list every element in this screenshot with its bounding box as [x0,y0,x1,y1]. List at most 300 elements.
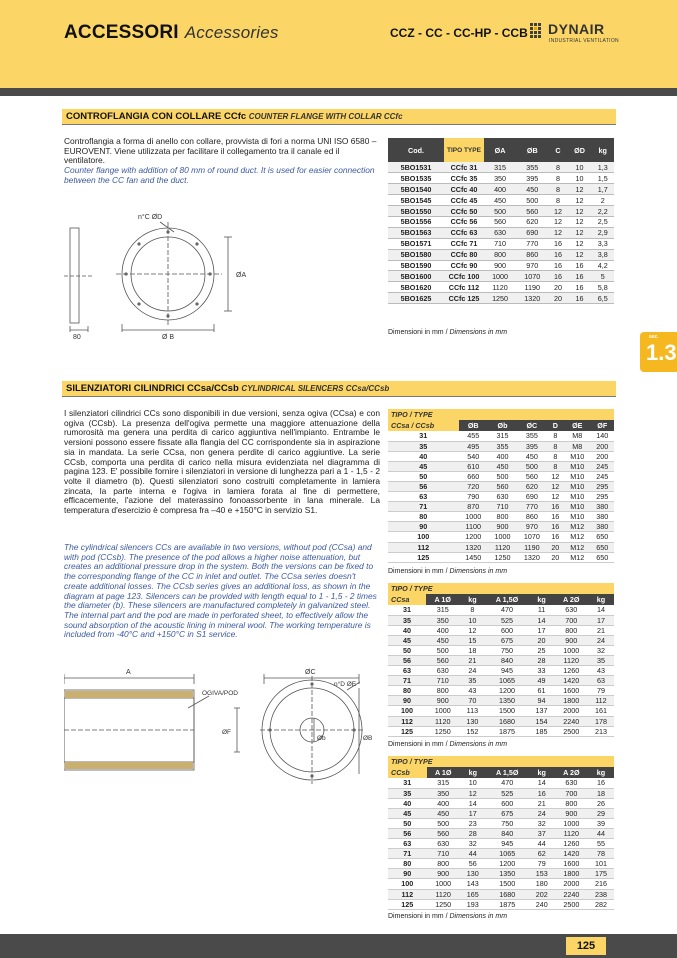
table-row [388,532,614,542]
silencer-pod-label: OGIVA/POD [202,690,238,697]
table-cell: 12 [548,216,567,227]
table-cell: CCfc 63 [444,227,484,238]
dims-col-bs: Øb [488,420,517,431]
table-row [388,260,614,271]
table-cell: 860 [516,249,548,260]
table-cell: 1190 [517,542,546,552]
table-cell: CCfc 112 [444,282,484,293]
table-cell: 12 [459,625,485,635]
table-row [388,162,614,173]
table-row [388,726,614,736]
table-cell: 1000 [459,512,488,522]
table-cell: 1120 [488,542,517,552]
table-cell: 17 [529,625,555,635]
dims-col-e: ØE [564,420,590,431]
table-cell: 600 [485,625,528,635]
table-cell: 40 [388,451,459,461]
table-cell: 600 [486,798,529,808]
table-cell: 630 [484,227,516,238]
table-cell: 63 [388,666,426,676]
table-cell: 1680 [486,889,529,899]
table-cell: 130 [459,716,485,726]
table-cell: CCfc 71 [444,238,484,249]
table-cell: 153 [529,869,555,879]
table-cell: 660 [459,471,488,481]
table-cell: 1680 [485,716,528,726]
table-cell: M10 [564,512,590,522]
table-cell: 20 [547,552,565,562]
table-cell: 178 [588,716,614,726]
table-row [388,808,614,818]
flange-holes-label: n°C ØD [138,214,163,221]
ccsb-col-kg15: kg [529,767,555,778]
table-cell: 2,5 [591,216,614,227]
table-cell: M10 [564,492,590,502]
table-cell: 78 [588,849,614,859]
table-cell: 900 [427,869,460,879]
table-cell: M10 [564,451,590,461]
table-cell: 16 [548,260,567,271]
table-cell: 8 [459,605,485,615]
table-cell: 970 [517,522,546,532]
table-cell: 5,8 [591,282,614,293]
table-cell: 165 [460,889,486,899]
table-cell: 137 [529,706,555,716]
table-cell: 130 [460,869,486,879]
table-cell: 1250 [426,726,459,736]
table-cell: 1875 [486,899,529,909]
table-cell: 540 [459,451,488,461]
table-cell: 56 [388,481,459,491]
table-cell: 20 [529,635,555,645]
table-cell: 245 [590,471,614,481]
flange-dim-a: ØA [236,272,247,279]
table-cell: 1190 [516,282,548,293]
table-cell: 2240 [555,716,588,726]
table-row [388,605,614,615]
table-cell: 2,9 [591,227,614,238]
table-cell: 50 [388,818,427,828]
table-cell: 500 [484,206,516,217]
table-cell: 28 [529,655,555,665]
table-cell: 1800 [555,869,588,879]
table-row [388,859,614,869]
table-cell: 29 [588,808,614,818]
table-row [388,512,614,522]
table-cell: 8 [547,451,565,461]
table-cell: 14 [529,615,555,625]
section-badge-number: 1.3 [646,340,677,365]
table-cell: 2240 [555,889,588,899]
table-cell: 12 [568,216,592,227]
table-cell: 24 [529,808,555,818]
table-cell: 5BO1571 [388,238,444,249]
table-row [388,173,614,184]
table-cell: 43 [459,686,485,696]
table-cell: 380 [590,512,614,522]
table-cell: 10 [568,173,592,184]
table-cell: 8 [547,461,565,471]
table-cell: 1420 [555,676,588,686]
table-cell: 470 [485,605,528,615]
flange-col-d: ØD [568,138,592,162]
page-number: 125 [566,937,606,955]
table-cell: 750 [486,818,529,828]
table-row [388,206,614,217]
dims-col-d: D [547,420,565,431]
table-cell: 400 [427,798,460,808]
table-cell: 355 [517,431,546,441]
silencer-holes-label: n°D ØE [334,681,357,688]
flange-dim-b: Ø B [162,334,175,340]
table-cell: 900 [484,260,516,271]
table-cell: CCfc 80 [444,249,484,260]
table-cell: 112 [388,889,427,899]
table-cell: 44 [460,849,486,859]
table-cell: 1120 [427,889,460,899]
table-cell: 630 [555,778,588,788]
table-cell: 16 [547,502,565,512]
table-cell: 12 [568,227,592,238]
table-row [388,282,614,293]
table-row [388,625,614,635]
flange-col-c: C [548,138,567,162]
table-cell: 900 [555,808,588,818]
table-cell: 40 [388,625,426,635]
table-cell: 1600 [555,859,588,869]
table-cell: 350 [426,615,459,625]
table-cell: 560 [484,216,516,227]
table-cell: 1100 [459,522,488,532]
table-cell: 1070 [517,532,546,542]
table-row [388,271,614,282]
table-cell: CCfc 31 [444,162,484,173]
flange-drawing [64,208,254,340]
table-cell: 21 [459,655,485,665]
table-cell: CCfc 35 [444,173,484,184]
table-cell: 650 [590,552,614,562]
table-row [388,818,614,828]
ccsb-col-a2: A 2Ø [555,767,588,778]
table-row [388,184,614,195]
table-cell: 700 [555,615,588,625]
table-cell: 315 [426,605,459,615]
table-cell: 395 [516,173,548,184]
table-row [388,676,614,686]
table-cell: 500 [517,461,546,471]
table-cell: 125 [388,899,427,909]
table-row [388,471,614,481]
table-cell: 750 [485,645,528,655]
table-cell: 5BO1556 [388,216,444,227]
flange-dim-note: Dimensioni in mm / Dimensions in mm [388,329,508,336]
table-cell: 450 [488,461,517,471]
table-row [388,542,614,552]
table-cell: 71 [388,676,426,686]
table-cell: 16 [547,522,565,532]
table-cell: 1350 [485,696,528,706]
table-cell: 5 [591,271,614,282]
table-cell: 90 [388,696,426,706]
table-cell: 25 [529,645,555,655]
silencer-section-title: SILENZIATORI CILINDRICI CCsa/CCsb CYLINDRICAL SILENCERS CCsa/CCsb [62,381,616,397]
table-cell: 200 [590,441,614,451]
table-cell: 1320 [517,552,546,562]
table-cell: 1200 [485,686,528,696]
table-cell: 675 [486,808,529,818]
page-subtitle: Accessories [184,23,279,42]
table-cell: 400 [484,184,516,195]
silencer-dim-f: ØF [222,729,232,736]
table-row [388,492,614,502]
table-cell: 840 [485,655,528,665]
table-row [388,839,614,849]
table-cell: 450 [426,635,459,645]
table-cell: 1260 [555,839,588,849]
table-cell: 5BO1550 [388,206,444,217]
table-cell: 4,2 [591,260,614,271]
table-cell: 56 [388,655,426,665]
table-cell: 39 [588,818,614,828]
table-cell: 2,2 [591,206,614,217]
table-cell: 21 [588,625,614,635]
dims-col-type: CCsa / CCsb [388,420,459,431]
table-cell: 675 [485,635,528,645]
table-cell: 5BO1540 [388,184,444,195]
table-cell: 495 [459,441,488,451]
table-cell: 45 [388,635,426,645]
table-cell: 1000 [555,645,588,655]
table-cell: 1200 [459,532,488,542]
table-cell: 1260 [555,666,588,676]
table-cell: 18 [459,645,485,655]
table-cell: 71 [388,502,459,512]
table-cell: 14 [588,605,614,615]
table-cell: 6,5 [591,293,614,304]
table-cell: 945 [485,666,528,676]
table-cell: 1250 [484,293,516,304]
table-cell: 350 [484,173,516,184]
table-cell: 80 [388,686,426,696]
table-row [388,293,614,304]
dims-col-c: ØC [517,420,546,431]
silencer-dim-a: A [126,669,131,676]
table-row [388,635,614,645]
table-cell: 2500 [555,899,588,909]
table-cell: 20 [547,542,565,552]
table-cell: 2 [591,195,614,206]
table-cell: 770 [516,238,548,249]
table-cell: 790 [459,492,488,502]
table-cell: 700 [555,788,588,798]
dims-dim-note: Dimensioni in mm / Dimensions in mm [388,568,508,575]
table-cell: 12 [547,492,565,502]
table-cell: 800 [427,859,460,869]
table-cell: 560 [488,481,517,491]
table-cell: 15 [459,635,485,645]
table-cell: 24 [588,635,614,645]
table-cell: CCfc 100 [444,271,484,282]
table-cell: 620 [516,216,548,227]
table-cell: 202 [529,889,555,899]
table-row [388,778,614,788]
table-cell: 282 [588,899,614,909]
table-cell: 1,7 [591,184,614,195]
table-cell: 1000 [484,271,516,282]
flange-col-b: ØB [516,138,548,162]
table-cell: 2000 [555,879,588,889]
ccsb-col-kg2: kg [588,767,614,778]
dims-col-f: ØF [590,420,614,431]
table-row [388,869,614,879]
flange-col-a: ØA [484,138,516,162]
table-cell: 450 [427,808,460,818]
table-cell: 450 [516,184,548,195]
table-cell: 650 [590,532,614,542]
table-cell: 1320 [459,542,488,552]
table-cell: 650 [590,542,614,552]
table-cell: 35 [588,655,614,665]
table-cell: 5BO1620 [388,282,444,293]
table-cell: 16 [568,271,592,282]
table-cell: 900 [555,635,588,645]
table-cell: 112 [588,696,614,706]
table-cell: 16 [548,238,567,249]
table-cell: 35 [388,615,426,625]
table-cell: 395 [517,441,546,451]
table-cell: M12 [564,522,590,532]
table-cell: 50 [388,645,426,655]
table-cell: 800 [484,249,516,260]
table-cell: 61 [529,686,555,696]
table-cell: 28 [460,828,486,838]
flange-col-kg: kg [591,138,614,162]
table-cell: 870 [459,502,488,512]
table-cell: 1450 [459,552,488,562]
table-cell: 720 [459,481,488,491]
table-row [388,798,614,808]
table-cell: 200 [590,451,614,461]
table-cell: 154 [529,716,555,726]
table-cell: 24 [459,666,485,676]
table-cell: 560 [426,655,459,665]
table-cell: CCfc 50 [444,206,484,217]
table-cell: CCfc 125 [444,293,484,304]
table-cell: 1250 [488,552,517,562]
table-cell: 35 [388,788,427,798]
table-cell: 16 [548,271,567,282]
table-cell: 450 [484,195,516,206]
table-cell: 31 [388,778,427,788]
ccsb-col-a15: A 1,5Ø [486,767,529,778]
table-cell: 1000 [555,818,588,828]
table-cell: M10 [564,471,590,481]
table-cell: 12 [547,481,565,491]
table-cell: M10 [564,461,590,471]
table-row [388,431,614,441]
table-cell: 8 [548,162,567,173]
table-row [388,522,614,532]
table-cell: 12 [568,184,592,195]
table-cell: 500 [488,471,517,481]
table-cell: 12 [568,238,592,249]
table-cell: 63 [388,839,427,849]
table-cell: CCfc 40 [444,184,484,195]
table-cell: 112 [388,716,426,726]
table-row [388,686,614,696]
table-row [388,706,614,716]
ccsb-table [388,756,614,910]
table-row [388,716,614,726]
table-cell: 12 [568,249,592,260]
table-cell: 1120 [484,282,516,293]
table-row [388,645,614,655]
table-cell: 100 [388,532,459,542]
table-cell: 1200 [486,859,529,869]
table-cell: 100 [388,879,427,889]
table-cell: 20 [548,293,567,304]
table-cell: 840 [486,828,529,838]
table-cell: 8 [548,195,567,206]
table-cell: 113 [459,706,485,716]
table-cell: 380 [590,522,614,532]
table-cell: 1,3 [591,162,614,173]
table-cell: 80 [388,512,459,522]
ccsa-table [388,583,614,737]
silencer-dim-b-small: Øb [317,735,326,742]
table-cell: 350 [427,788,460,798]
table-cell: 8 [548,173,567,184]
table-cell: 5BO1563 [388,227,444,238]
table-cell: 560 [427,828,460,838]
table-cell: 1000 [427,879,460,889]
table-cell: 17 [588,615,614,625]
table-cell: 35 [459,676,485,686]
table-cell: 101 [588,859,614,869]
table-cell: 20 [548,282,567,293]
table-row [388,441,614,451]
table-cell: 630 [426,666,459,676]
flange-description-it: Controflangia a forma di anello con collare, provvista di fori a norma UNI ISO 6580 – EUROVENT. Viene utilizzata per facilitare il collegamento tra il canale ed il ventilatore. [64,136,377,166]
table-cell: 31 [388,431,459,441]
table-cell: 100 [388,706,426,716]
table-cell: 16 [568,282,592,293]
table-cell: 32 [460,839,486,849]
table-cell: 112 [388,542,459,552]
table-cell: 31 [388,605,426,615]
table-cell: 161 [588,706,614,716]
table-cell: 2000 [555,706,588,716]
table-cell: 8 [548,184,567,195]
table-cell: 79 [588,686,614,696]
table-cell: 610 [459,461,488,471]
table-cell: 33 [529,666,555,676]
ccsa-col-a2: A 2Ø [555,594,588,605]
table-row [388,552,614,562]
table-cell: 3,3 [591,238,614,249]
table-cell: 630 [555,605,588,615]
ccsb-col-kg1: kg [460,767,486,778]
ccsa-col-a1: A 1Ø [426,594,459,605]
table-cell: 16 [568,293,592,304]
silencer-drawing [64,664,386,786]
table-row [388,195,614,206]
table-cell: 10 [460,778,486,788]
table-cell: 710 [484,238,516,249]
table-cell: 17 [460,808,486,818]
table-cell: 1875 [485,726,528,736]
ccsb-col-type: CCsb [388,767,427,778]
